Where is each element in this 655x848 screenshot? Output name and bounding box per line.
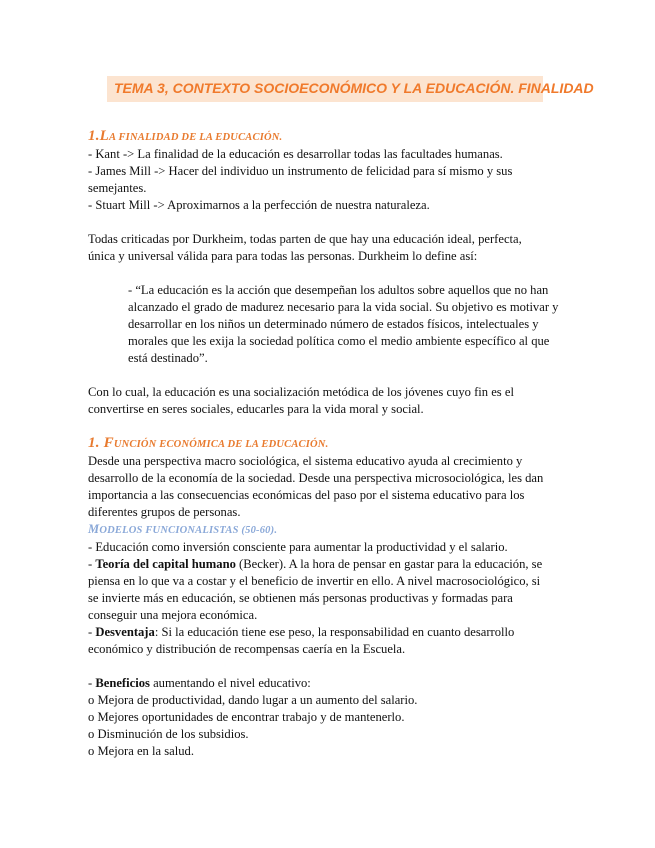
section-heading-text: A FINALIDAD DE LA EDUCACIÓN. — [109, 132, 283, 143]
section-heading-finalidad — [88, 128, 548, 146]
benefit-salud: o Mejora en la salud. — [88, 744, 194, 758]
list-item-capital-humano: - Teoría del capital humano (Becker). A la hora de pensar en gastar para la educación, se piensa en lo que va a costar y el beneficio de invertir en ello. A nivel macrosociológico, si se invierte más en educación, se obtienen más personas productivas y formadas para conseguir una mejora económica. — [88, 557, 543, 622]
list-item-inversion: - Educación como inversión consciente para aumentar la productividad y el salario. — [88, 540, 508, 554]
document-title: TEMA 3, CONTEXTO SOCIOECONÓMICO Y LA EDUCACIÓN. FINALIDAD — [114, 80, 594, 96]
document-body — [88, 128, 559, 760]
list-item-desventaja: - Desventaja: Si la educación tiene ese peso, la responsabilidad en cuanto desarrollo económico y distribución de recompensas caería en la Escuela. — [88, 625, 515, 656]
benefit-productividad: o Mejora de productividad, dando lugar a un aumento del salario. — [88, 693, 418, 707]
definition-kant: - Kant -> La finalidad de la educación es desarrollar todas las facultades humanas. — [88, 147, 503, 161]
section-heading-number: 1. F — [88, 435, 114, 451]
durkheim-paragraph: Todas criticadas por Durkheim, todas parten de que hay una educación ideal, perfecta, única y universal válida para para todas las personas. Durkheim lo define así: — [88, 232, 522, 263]
benefit-subsidios: o Disminución de los subsidios. — [88, 727, 249, 741]
economic-intro-paragraph: Desde una perspectiva macro sociológica, el sistema educativo ayuda al crecimiento y desarrollo de la economía de la sociedad. Desde una perspectiva microsociológica, les dan importancia a las consecuencias económicas del paso por el sistema educativo para los diferentes grupos de personas. — [88, 454, 544, 519]
list-item-beneficios: - Beneficios aumentando el nivel educativo: — [88, 676, 311, 690]
conclusion-paragraph: Con lo cual, la educación es una socialización metódica de los jóvenes cuyo fin es el convertirse en seres sociales, educarles para la vida moral y social. — [88, 385, 514, 416]
durkheim-quote: - “La educación es la acción que desempeñan los adultos sobre aquellos que no han alcanzado el grado de madurez necesario para la vida social. Su objetivo es motivar y desarrollar en los niños un determinado número de estados físicos, intelectuales y morales que les exija la sociedad política como el medio ambiente específico al que está destinado”. — [128, 283, 559, 365]
definition-stuart-mill: - Stuart Mill -> Aproximarnos a la perfección de nuestra naturaleza. — [88, 198, 430, 212]
section-heading-number: 1.L — [88, 128, 110, 144]
document-title-banner — [107, 76, 594, 102]
section-heading-text: UNCIÓN ECONÓMICA DE LA EDUCACIÓN. — [113, 439, 329, 450]
benefit-oportunidades: o Mejores oportunidades de encontrar trabajo y de mantenerlo. — [88, 710, 405, 724]
section-heading-funcion-economica — [88, 435, 548, 453]
definition-james-mill: - James Mill -> Hacer del individuo un instrumento de felicidad para sí mismo y sus semejantes. — [88, 164, 513, 195]
subheading-modelos-funcionalistas: MODELOS FUNCIONALISTAS (50-60). — [88, 522, 278, 536]
